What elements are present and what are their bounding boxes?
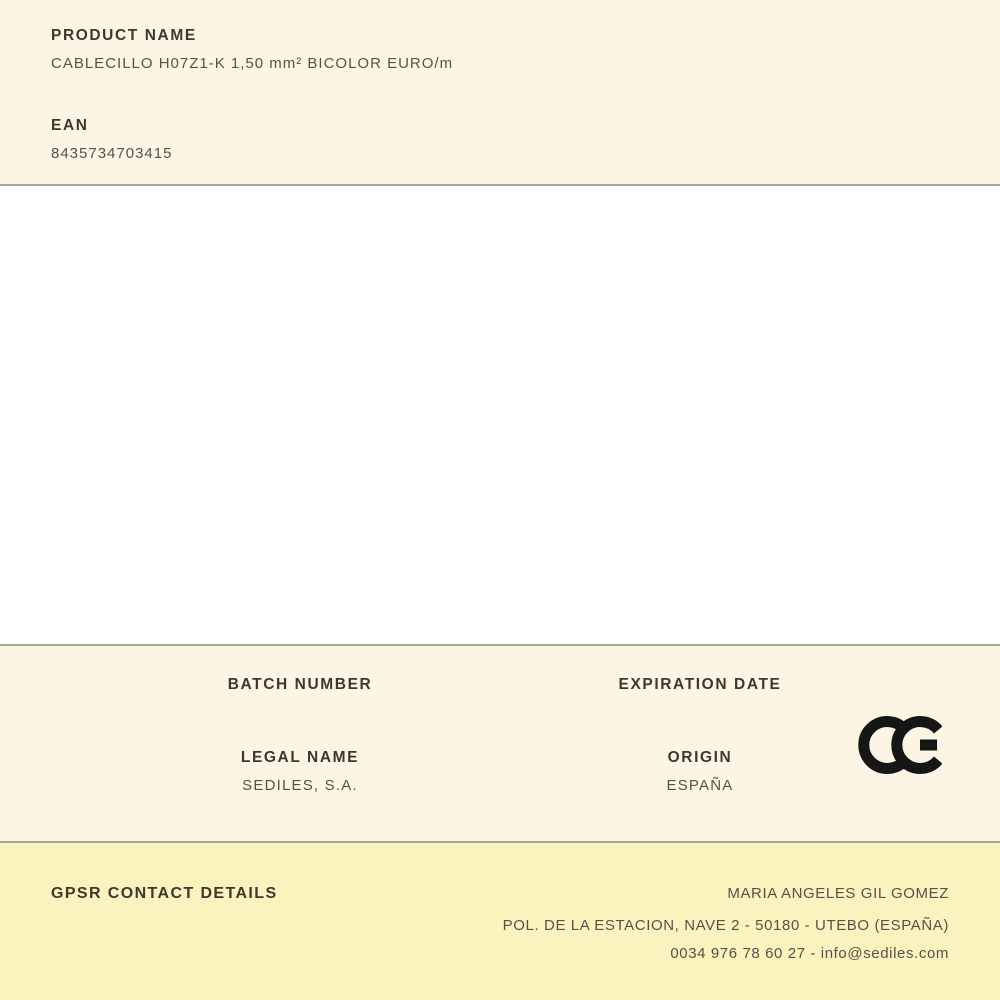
- origin-label: ORIGIN: [667, 749, 733, 766]
- contact-name: MARIA ANGELES GIL GOMEZ: [727, 885, 949, 902]
- gpsr-contact-label: GPSR CONTACT DETAILS: [51, 885, 278, 902]
- legal-name-value: SEDILES, S.A.: [242, 777, 358, 794]
- contact-address: POL. DE LA ESTACION, NAVE 2 - 50180 - UTEBO (ESPAÑA): [502, 917, 949, 934]
- origin-cell: [500, 749, 900, 794]
- ean-value: 8435734703415: [51, 145, 173, 162]
- expiration-date-label: EXPIRATION DATE: [618, 676, 782, 693]
- product-info-section: [0, 0, 1000, 186]
- ce-mark-icon: [858, 716, 942, 774]
- legal-name-cell: [100, 749, 500, 794]
- batch-number-label: BATCH NUMBER: [227, 676, 373, 693]
- origin-value: ESPAÑA: [666, 777, 734, 794]
- product-name-value: CABLECILLO H07Z1-K 1,50 mm² BICOLOR EURO/m: [51, 55, 454, 72]
- ean-field: [51, 117, 949, 162]
- blank-area: [0, 186, 1000, 646]
- product-name-field: [51, 27, 949, 72]
- contact-block: [503, 885, 949, 968]
- contact-phone-email: 0034 976 78 60 27 - info@sediles.com: [670, 945, 949, 962]
- legal-name-label: LEGAL NAME: [240, 749, 360, 766]
- expiration-date-cell: [500, 676, 900, 693]
- batch-number-cell: [100, 676, 500, 693]
- details-grid: [100, 676, 900, 794]
- product-name-label: PRODUCT NAME: [51, 27, 197, 44]
- details-section: [0, 646, 1000, 843]
- ean-label: EAN: [51, 117, 89, 134]
- gpsr-contact-section: [0, 843, 1000, 1000]
